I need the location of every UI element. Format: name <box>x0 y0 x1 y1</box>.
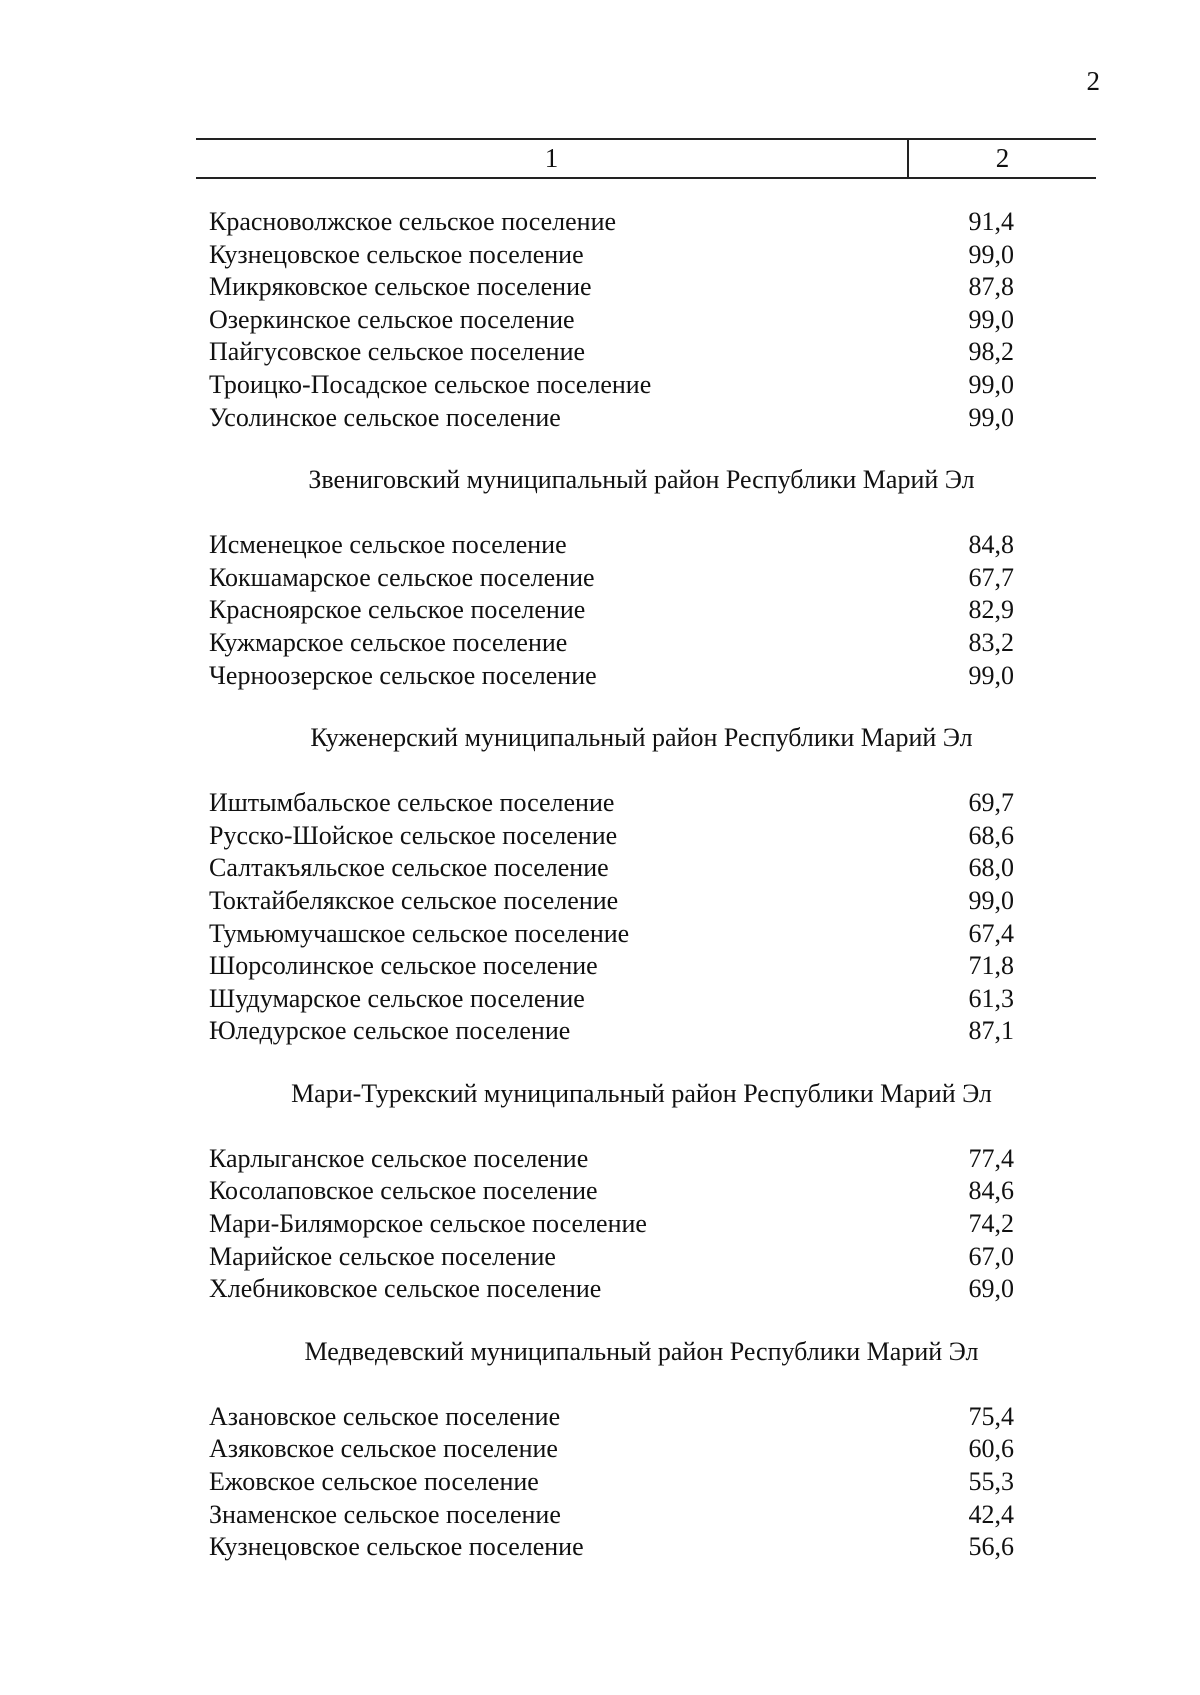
district-title: Звениговский муниципальный район Республики Марий Эл <box>308 465 975 495</box>
settlement-name: Карлыганское сельское поселение <box>209 1143 589 1173</box>
table-row <box>209 1208 1014 1241</box>
settlement-name: Кузнецовское сельское поселение <box>209 1532 584 1562</box>
settlement-value: 87,8 <box>968 272 1014 302</box>
settlement-value: 84,8 <box>968 530 1014 560</box>
settlement-value: 71,8 <box>968 951 1014 981</box>
spacer <box>209 692 1014 722</box>
table-row <box>209 304 1014 337</box>
table-row <box>209 983 1014 1016</box>
settlement-value: 99,0 <box>968 885 1014 915</box>
settlements-table <box>209 206 1014 1564</box>
settlement-name: Русско-Шойское сельское поселение <box>209 820 618 850</box>
table-row <box>209 1466 1014 1499</box>
settlement-name: Мари-Биляморское сельское поселение <box>209 1209 647 1239</box>
settlement-name: Исменецкое сельское поселение <box>209 530 567 560</box>
spacer <box>209 1368 1014 1401</box>
settlement-value: 75,4 <box>968 1401 1014 1431</box>
table-row <box>209 885 1014 918</box>
settlement-name: Косолаповское сельское поселение <box>209 1176 598 1206</box>
settlement-value: 56,6 <box>968 1532 1014 1562</box>
settlement-name: Красноволжское сельское поселение <box>209 207 617 236</box>
table-row <box>209 1433 1014 1466</box>
settlement-value: 55,3 <box>968 1467 1014 1497</box>
settlement-value: 67,0 <box>968 1241 1014 1271</box>
settlement-name: Озеркинское сельское поселение <box>209 304 575 334</box>
table-row <box>209 1241 1014 1274</box>
settlement-value: 61,3 <box>968 983 1014 1013</box>
settlement-value: 68,0 <box>968 853 1014 883</box>
table-row <box>209 1499 1014 1532</box>
column-header-2: 2 <box>995 143 1010 173</box>
table-row <box>209 918 1014 951</box>
settlement-name: Кокшамарское сельское поселение <box>209 562 595 592</box>
settlement-name: Черноозерское сельское поселение <box>209 660 597 690</box>
table-row <box>209 336 1014 369</box>
table-row <box>209 852 1014 885</box>
settlement-value: 99,0 <box>968 304 1014 334</box>
settlement-name: Шорсолинское сельское поселение <box>209 951 598 981</box>
settlement-value: 87,1 <box>968 1016 1014 1046</box>
settlement-value: 99,0 <box>968 402 1014 432</box>
district-title: Мари-Турекский муниципальный район Республики Марий Эл <box>291 1078 992 1108</box>
spacer <box>209 434 1014 464</box>
settlement-value: 69,0 <box>968 1274 1014 1304</box>
district-title: Медведевский муниципальный район Республики Марий Эл <box>304 1336 979 1366</box>
table-row <box>209 369 1014 402</box>
settlement-value: 69,7 <box>968 788 1014 818</box>
settlement-name: Азановское сельское поселение <box>209 1401 561 1431</box>
settlement-value: 74,2 <box>968 1209 1014 1239</box>
settlement-value: 77,4 <box>968 1143 1014 1173</box>
table-row <box>209 950 1014 983</box>
settlement-value: 67,7 <box>968 562 1014 592</box>
settlement-name: Микряковское сельское поселение <box>209 272 592 302</box>
spacer <box>209 754 1014 787</box>
settlement-name: Пайгусовское сельское поселение <box>209 337 586 367</box>
district-group <box>209 434 1014 692</box>
settlement-name: Салтакъяльское сельское поселение <box>209 853 609 883</box>
settlement-value: 60,6 <box>968 1434 1014 1464</box>
table-row <box>209 529 1014 562</box>
spacer <box>209 1110 1014 1143</box>
spacer <box>209 1306 1014 1336</box>
settlement-value: 84,6 <box>968 1176 1014 1206</box>
settlement-value: 42,4 <box>968 1499 1014 1529</box>
settlement-value: 99,0 <box>968 239 1014 269</box>
table-row <box>209 594 1014 627</box>
settlement-value: 83,2 <box>968 627 1014 657</box>
settlement-name: Кужмарское сельское поселение <box>209 627 568 657</box>
settlement-value: 68,6 <box>968 820 1014 850</box>
table-row <box>209 402 1014 435</box>
settlement-name: Ежовское сельское поселение <box>209 1467 539 1497</box>
settlement-name: Красноярское сельское поселение <box>209 595 586 625</box>
settlement-name: Хлебниковское сельское поселение <box>209 1274 602 1304</box>
settlement-value: 99,0 <box>968 660 1014 690</box>
page-number: 2 <box>1086 66 1100 96</box>
district-group <box>209 206 1014 434</box>
settlement-name: Троицко-Посадское сельское поселение <box>209 369 652 399</box>
column-header-1: 1 <box>196 140 909 177</box>
settlement-name: Юледурское сельское поселение <box>209 1016 571 1046</box>
settlement-name: Марийское сельское поселение <box>209 1241 556 1271</box>
settlement-value: 82,9 <box>968 595 1014 625</box>
table-row <box>209 660 1014 693</box>
settlement-name: Усолинское сельское поселение <box>209 402 561 432</box>
settlement-name: Азяковское сельское поселение <box>209 1434 558 1464</box>
settlement-value: 91,4 <box>968 207 1014 236</box>
settlement-name: Кузнецовское сельское поселение <box>209 239 584 269</box>
district-group <box>209 1306 1014 1564</box>
district-title: Куженерский муниципальный район Республики Марий Эл <box>310 723 973 753</box>
settlement-name: Тумьюмучашское сельское поселение <box>209 918 630 948</box>
settlement-value: 67,4 <box>968 918 1014 948</box>
settlement-value: 98,2 <box>968 337 1014 367</box>
settlement-name: Токтайбелякское сельское поселение <box>209 885 619 915</box>
settlement-name: Иштымбальское сельское поселение <box>209 788 615 818</box>
table-row <box>209 562 1014 595</box>
spacer <box>209 1048 1014 1078</box>
table-row <box>209 787 1014 820</box>
table-row <box>209 1143 1014 1176</box>
settlement-name: Шудумарское сельское поселение <box>209 983 585 1013</box>
table-row <box>209 1401 1014 1434</box>
table-row <box>209 627 1014 660</box>
settlement-name: Знаменское сельское поселение <box>209 1499 561 1529</box>
settlement-value: 99,0 <box>968 369 1014 399</box>
table-row <box>209 1015 1014 1048</box>
table-row <box>209 239 1014 272</box>
table-row <box>209 820 1014 853</box>
table-row <box>209 1175 1014 1208</box>
table-row <box>209 1273 1014 1306</box>
district-group <box>209 1048 1014 1306</box>
column-header <box>196 138 1096 179</box>
table-row <box>209 271 1014 304</box>
table-row <box>209 1531 1014 1564</box>
table-row <box>209 206 1014 239</box>
spacer <box>209 496 1014 529</box>
district-group <box>209 692 1014 1048</box>
